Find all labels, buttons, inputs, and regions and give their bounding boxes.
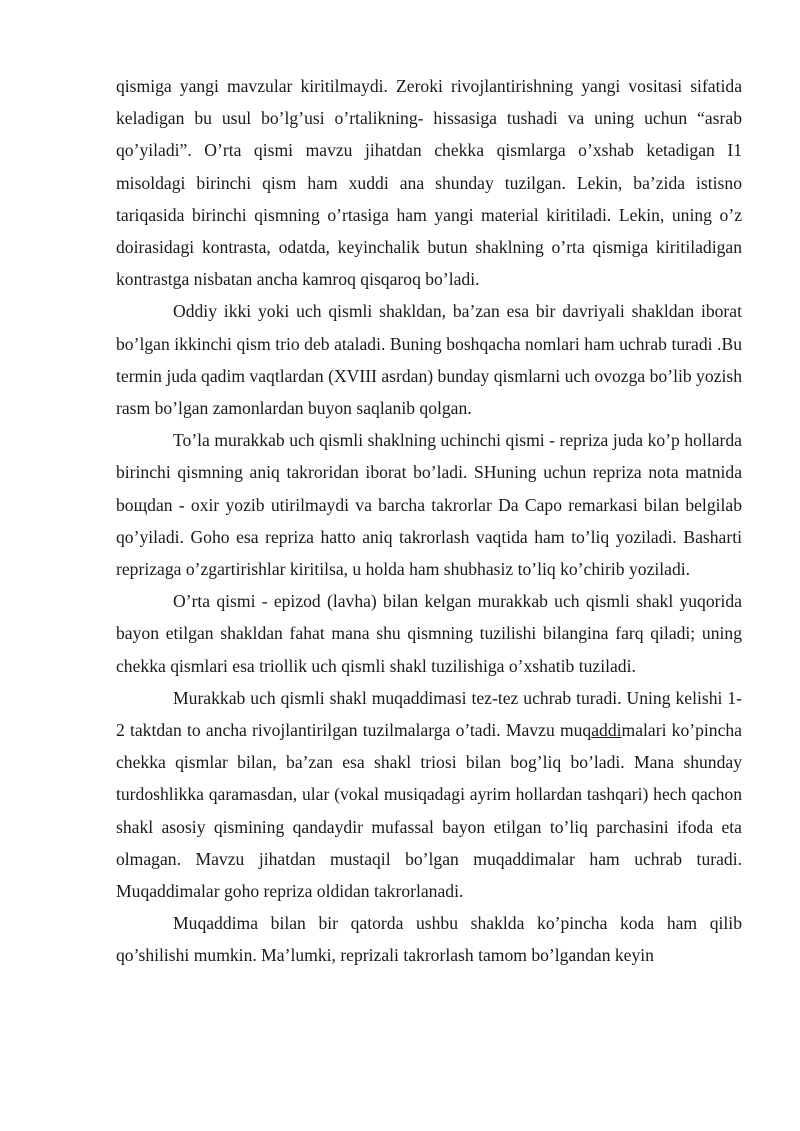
underlined-fragment: addi: [591, 720, 622, 741]
paragraph-5-text-before: Murakkab uch qismli shakl muqaddimasi tez-tez uchrab turadi. Uning kelishi 1-2 taktdan to ancha rivojlantirilgan tuzilmalarga o’tadi. Mavzu muq: [116, 687, 742, 741]
paragraph-3: To’la murakkab uch qismli shaklning uchinchi qismi - repriza juda ko’p hollarda birinchi qismning aniq takroridan iborat bo’ladi. SHuning uchun repriza nota matnida boщdan - oxir yozib utirilmaydi va barcha takrorlar Da Capo remarkasi bilan belgilab qo’yiladi. Goho esa repriza hatto aniq takrorlash vaqtida ham to’liq yoziladi. Basharti reprizaga o’zgartirishlar kiritilsa, u holda ham shubhasiz to’liq ko’chirib yoziladi.: [116, 430, 742, 580]
paragraph-2: Oddiy ikki yoki uch qismli shakldan, ba’zan esa bir davriyali shakldan iborat bo’lgan ikkinchi qism trio deb ataladi. Buning boshqacha nomlari ham uchrab turadi .Bu termin juda qadim vaqtlardan (XVIII asrdan) bunday qismlarni uch ovozga bo’lib yozish rasm bo’lgan zamonlardan buyon saqlanib qolgan.: [116, 301, 742, 419]
paragraph-6: Muqaddima bilan bir qatorda ushbu shaklda ko’pincha koda ham qilib qo’shilishi mumkin. Ma’lumki, reprizali takrorlash tamom bo’lgandan keyin: [116, 913, 742, 966]
paragraph-5: [116, 682, 742, 907]
paragraph-1: qismiga yangi mavzular kiritilmaydi. Zeroki rivojlantirishning yangi vositasi sifatida keladigan bu usul bo’lg’usi o’rtalikning- hissasiga tushadi va uning uchun “asrab qo’yiladi”. O’rta qismi mavzu jihatdan chekka qismlarga o’xshab ketadigan I1 misoldagi birinchi qism ham xuddi ana shunday tuzilgan. Lekin, ba’zida istisno tariqasida birinchi qismning o’rtasiga ham yangi material kiritiladi. Lekin, uning o’z doirasidagi kontrasta, odatda, keyinchalik butun shaklning o’rta qismiga kiritiladigan kontrastga nisbatan ancha kamroq qisqaroq bo’ladi.: [116, 76, 742, 290]
paragraph-4: O’rta qismi - epizod (lavha) bilan kelgan murakkab uch qismli shakl yuqorida bayon etilgan shakldan fahat mana shu qismning tuzilishi bilangina farq qiladi; uning chekka qismlari esa triollik uch qismli shakl tuzilishiga o’xshatib tuziladi.: [116, 591, 742, 676]
body-text: [116, 70, 742, 972]
paragraph-5-text-after: malari ko’pincha chekka qismlar bilan, ba’zan esa shakl triosi bilan bog’liq bo’ladi. Mana shunday turdoshlikka qaramasdan, ular (vokal musiqadagi ayrim hollardan tashqari) hech qachon shakl asosiy qismining qandaydir mufassal bayon etilgan to’liq parchasini ifoda eta olmagan. Mavzu jihatdan mustaqil bo’lgan muqaddimalar ham uchrab turadi. Muqaddimalar goho repriza oldidan takrorlanadi.: [116, 720, 742, 902]
